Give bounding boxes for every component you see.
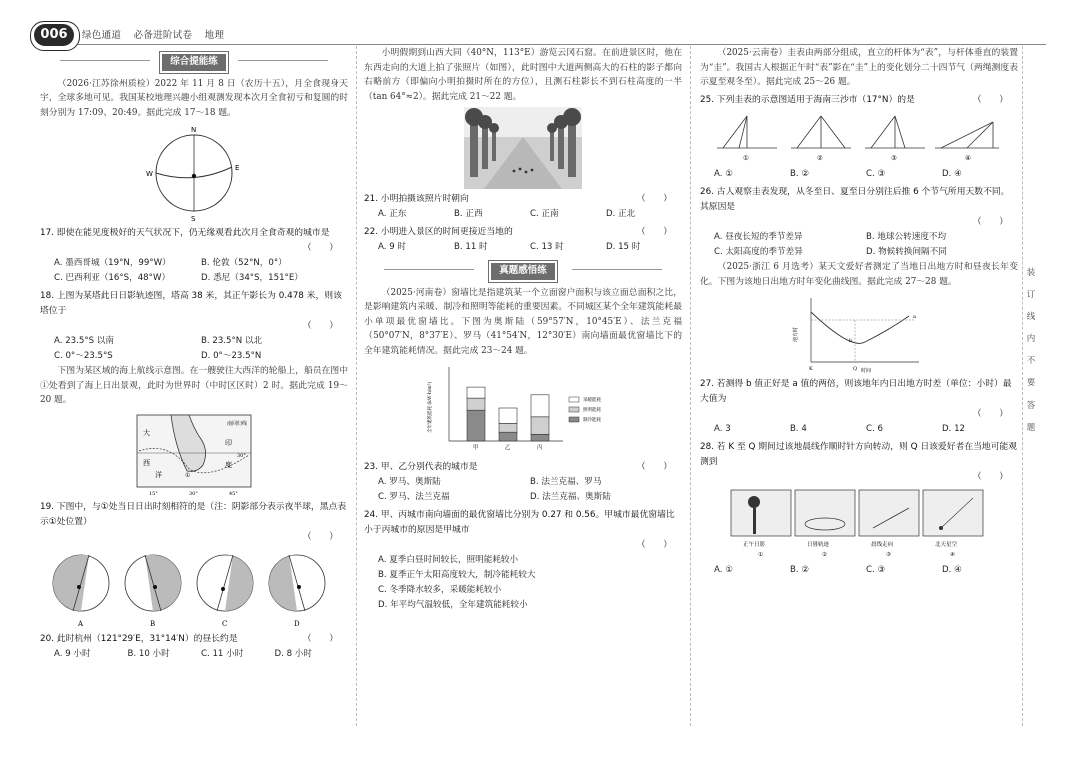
header-divider xyxy=(78,44,1046,45)
globe-a xyxy=(53,555,109,628)
binding-line xyxy=(1022,46,1023,726)
q28-panels xyxy=(729,488,989,560)
question-28: 28. 若 K 至 Q 期间过该地晨线作顺时针方向转动，则 Q 日该爱好者在当地可能观测到 （ ） xyxy=(700,442,1018,483)
svg-text:④: ④ xyxy=(950,552,955,559)
binding-char: 答 xyxy=(1026,400,1036,411)
option[interactable]: D. 物候转换间隔不同 xyxy=(866,247,947,258)
svg-text:③: ③ xyxy=(886,552,891,559)
bar-采暖能耗-丙 xyxy=(531,395,549,417)
column-2 xyxy=(364,46,682,613)
page-header xyxy=(34,24,1046,46)
svg-text:日晷轨迹: 日晷轨迹 xyxy=(807,542,830,549)
svg-text:K: K xyxy=(809,366,813,373)
svg-text:C: C xyxy=(222,620,228,629)
q20-options xyxy=(40,647,348,662)
intro-paragraph: （2025·云南卷）圭表由两部分组成，直立的杆体为“表”，与杆体垂直的装置为“圭”。我国古人根据正午时“表”影在“圭”上的变化划分二十四节气（两绳测度表示夏至观冬至）。据此完成 25～26 题。 xyxy=(700,48,1018,87)
option[interactable]: B. 10 小时 xyxy=(127,649,170,660)
route-label: 南回归线 xyxy=(227,420,248,427)
globe-b xyxy=(125,555,181,628)
svg-text:45°: 45° xyxy=(229,490,238,497)
option[interactable]: A. 昼夜长短的季节差异 xyxy=(714,232,803,243)
svg-text:①: ① xyxy=(743,154,749,163)
svg-text:④: ④ xyxy=(965,154,971,163)
option[interactable]: B. 地球公转速度不均 xyxy=(866,232,947,243)
option[interactable]: C. 罗马、法兰克福 xyxy=(378,492,450,503)
binding-char: 题 xyxy=(1026,422,1036,433)
option[interactable]: A. 9 小时 xyxy=(54,649,91,660)
option[interactable]: B. 法兰克福、罗马 xyxy=(530,477,602,488)
intro-paragraph: 下图为某区域的海上航线示意图。在一艘驶往大西洋的轮船上，船员在图中①处看到了海上日出景观，此时为世界时（中时区区时）2 时。据此完成 19～20 题。 xyxy=(40,366,348,406)
legend-label: 采暖能耗 xyxy=(583,398,601,404)
svg-text:大: 大 xyxy=(143,428,150,437)
binding-char: 订 xyxy=(1026,290,1036,301)
q28-options xyxy=(700,563,1018,578)
bar-制冷能耗-丙 xyxy=(531,435,549,442)
svg-text:Q: Q xyxy=(853,366,858,373)
binding-char: 内 xyxy=(1026,334,1036,345)
svg-text:正午日影: 正午日影 xyxy=(743,542,766,549)
svg-text:B: B xyxy=(150,620,156,629)
option[interactable]: D. 正北 xyxy=(606,208,636,219)
option[interactable]: C. ③ xyxy=(866,565,886,576)
svg-text:晨线走向: 晨线走向 xyxy=(871,542,894,549)
svg-text:度: 度 xyxy=(225,460,232,469)
category-label: 甲 xyxy=(473,445,479,452)
svg-text:①: ① xyxy=(758,552,763,559)
option[interactable]: A. 墨西哥城（19°N，99°W） xyxy=(54,258,171,269)
option[interactable]: B. 伦敦（52°N，0°） xyxy=(201,258,287,269)
north-label: N xyxy=(191,126,197,135)
intro-paragraph: （2025·浙江 6 月选考）某天文爱好者测定了当地日出地方时和昼夜长年变化。下图为该地日出地方时年变化曲线图。据此完成 27～28 题。 xyxy=(700,262,1018,287)
binding-char: 线 xyxy=(1026,312,1036,323)
question-22: 22. 小明进入景区的时间更接近当地的 （ ） xyxy=(364,226,672,237)
q19-globes xyxy=(49,547,339,629)
legend-swatch xyxy=(569,397,579,402)
binding-char: 装 xyxy=(1026,268,1036,278)
category-label: 乙 xyxy=(505,445,511,452)
y-axis-label: 全年建筑能耗 (kW·h/m²) xyxy=(428,381,433,434)
option[interactable]: C. 13 时 xyxy=(530,241,564,252)
option[interactable]: B. 夏季正午太阳高度较大，制冷能耗较大 xyxy=(378,570,536,581)
q25-options xyxy=(700,167,1018,182)
q21-options xyxy=(364,207,682,222)
category-label: 丙 xyxy=(537,445,543,452)
option[interactable]: A. 3 xyxy=(714,424,731,435)
binding-char: 不 xyxy=(1026,356,1036,367)
route-map xyxy=(129,411,259,497)
svg-text:30°: 30° xyxy=(189,490,198,497)
subject-name: 地理 xyxy=(204,30,225,41)
option[interactable]: C. 6 xyxy=(866,424,883,435)
option[interactable]: D. 法兰克福、奥斯陆 xyxy=(530,492,611,503)
question-17: 17. 即使在能见度极好的天气状况下，仍无缘观看此次月全食奇观的城市是 （ ） xyxy=(40,228,338,254)
column-divider xyxy=(356,46,357,726)
bar-采暖能耗-甲 xyxy=(467,387,485,398)
option[interactable]: A. 23.5°S 以南 xyxy=(54,336,114,347)
column-1 xyxy=(40,46,348,662)
svg-text:③: ③ xyxy=(891,154,897,163)
question-24: 24. 甲、丙城市南向墙面的最优窗墙比分别为 0.27 和 0.56。甲城市最优窗墙比小于丙城市的原因是甲城市 （ ） xyxy=(364,510,675,551)
svg-text:30°: 30° xyxy=(237,452,246,459)
option[interactable]: A. 正东 xyxy=(378,208,407,219)
legend-label: 照明能耗 xyxy=(583,408,601,414)
svg-text:洋: 洋 xyxy=(155,470,162,479)
legend-label: 制冷能耗 xyxy=(583,418,601,424)
gnomon-diagrams xyxy=(709,110,1009,164)
intro-paragraph: （2026·江苏徐州质检）2022 年 11 月 8 日（农历十五），月全食现身天宇，全球多地可见。我国某校地理兴趣小组观测发现本次月全食初亏和复圆的时刻分别为 17:09、20:49。据此完成 17～18 题。 xyxy=(40,78,348,118)
option[interactable]: D. 悉尼（34°S，151°E） xyxy=(201,273,303,284)
option[interactable]: B. 23.5°N 以北 xyxy=(201,336,263,347)
bar-采暖能耗-乙 xyxy=(499,408,517,423)
sunrise-time-curve xyxy=(789,292,929,374)
option[interactable]: C. 0°～23.5°S xyxy=(54,351,113,362)
binding-char: 要 xyxy=(1026,378,1036,389)
page-number: 006 xyxy=(34,24,74,46)
section-title: 真题感悟练 xyxy=(489,261,557,282)
option[interactable]: D. 0°～23.5°N xyxy=(201,351,262,362)
header-text xyxy=(82,29,233,44)
option[interactable]: D. 12 xyxy=(942,424,966,435)
sun-path-diagram xyxy=(144,123,244,223)
option[interactable]: A. 夏季白昼时间较长，照明能耗较小 xyxy=(378,555,519,566)
intro-paragraph: （2025·河南卷）窗墙比是指建筑某一个立面窗户面积与该立面总面积之比，是影响建筑内采暖、制冷和照明等能耗的重要因素。不同城区某个全年建筑能耗最小单项最优窗墙比。下图为奥斯陆（59°57′N，10°45′E）、法兰克福（50°07′N，8°37′E）、罗马（41°54′N，12°30′E）南向墙面最优窗墙比下的全年建筑能耗情况。据此完成 23～24 题。 xyxy=(364,287,682,356)
east-label: E xyxy=(235,164,240,173)
option[interactable]: C. 11 小时 xyxy=(201,649,244,660)
question-27: 27. 若测得 b 值正好是 a 值的两倍，则该地年内日出地方时差（单位：小时）最大值为 （ ） xyxy=(700,379,1012,420)
intro-paragraph: 小明假期到山西大同（40°N，113°E）游览云冈石窟。在前进景区时，他在东西走向的大道上拍了张照片（如图），此时图中大道两侧高大的石柱的影子都向右略前方（即偏向小明拍摄时所在的方位），且测石柱影长不到石柱高度的一半（tan 64°≈2）。据此完成 21～22 题。 xyxy=(364,48,682,102)
svg-text:②: ② xyxy=(822,552,827,559)
column-3 xyxy=(700,46,1018,578)
option[interactable]: A. 罗马、奥斯陆 xyxy=(378,477,441,488)
option[interactable]: D. ④ xyxy=(942,565,962,576)
svg-text:北天星空: 北天星空 xyxy=(935,542,958,549)
question-20: 20. 此时杭州（121°29′E，31°14′N）的昼长约是 （ ） xyxy=(40,634,338,645)
option[interactable]: A. 9 时 xyxy=(378,241,406,252)
svg-text:A: A xyxy=(78,620,84,629)
q22-options xyxy=(364,240,682,255)
section-title: 综合提能练 xyxy=(160,52,228,73)
option[interactable]: C. 冬季降水较多，采暖能耗较小 xyxy=(378,585,502,596)
q23-options xyxy=(364,475,682,505)
option[interactable]: B. 4 xyxy=(790,424,807,435)
legend-swatch xyxy=(569,417,579,422)
option[interactable]: B. ② xyxy=(790,169,810,180)
q24-options xyxy=(364,553,682,613)
svg-text:a: a xyxy=(913,314,916,321)
bar-照明能耗-乙 xyxy=(499,424,517,433)
globe-d xyxy=(269,555,325,628)
svg-text:印: 印 xyxy=(225,438,232,447)
option[interactable]: B. ② xyxy=(790,565,810,576)
svg-text:15°: 15° xyxy=(149,490,158,497)
svg-text:D: D xyxy=(294,620,300,629)
q18-options xyxy=(40,334,348,364)
energy-bar-chart xyxy=(423,361,623,457)
option[interactable]: D. 8 小时 xyxy=(274,649,312,660)
svg-text:b: b xyxy=(849,338,853,345)
question-19: 19. 下图中，与①处当日日出时刻相符的是（注：阴影部分表示夜半球，黑点表示①处位置） （ ） xyxy=(40,501,347,542)
option[interactable]: A. ① xyxy=(714,169,733,180)
question-25: 25. 下列圭表的示意图适用于海南三沙市（17°N）的是 （ ） xyxy=(700,94,1008,105)
option[interactable]: C. 正南 xyxy=(530,208,559,219)
bar-照明能耗-甲 xyxy=(467,398,485,410)
question-21: 21. 小明拍摄该照片时朝向 （ ） xyxy=(364,194,672,204)
q17-options xyxy=(40,256,348,286)
svg-text:西: 西 xyxy=(143,458,150,467)
column-divider xyxy=(690,46,691,726)
option[interactable]: B. 正西 xyxy=(454,208,483,219)
option[interactable]: D. ④ xyxy=(942,169,962,180)
point-1-label: ① xyxy=(185,471,191,479)
west-label: W xyxy=(146,170,153,179)
option[interactable]: B. 11 时 xyxy=(454,241,488,252)
svg-text:地方时: 地方时 xyxy=(793,327,799,343)
south-label: S xyxy=(191,215,196,224)
q27-options xyxy=(700,422,1018,437)
legend-swatch xyxy=(569,407,579,412)
series-name: 绿色通道 xyxy=(82,30,122,41)
option[interactable]: D. 15 时 xyxy=(606,241,641,252)
book-name: 必备进阶试卷 xyxy=(133,30,193,41)
option[interactable]: C. 巴西利亚（16°S，48°W） xyxy=(54,273,171,284)
option[interactable]: C. ③ xyxy=(866,169,886,180)
bar-制冷能耗-甲 xyxy=(467,410,485,441)
option[interactable]: A. ① xyxy=(714,565,733,576)
globe-c xyxy=(197,555,253,628)
question-26: 26. 古人观察圭表发现，从冬至日、夏至日分别往后推 6 个节气所用天数不同。其原因是 （ ） xyxy=(700,187,1010,228)
q26-options xyxy=(700,230,1018,260)
option[interactable]: C. 太阳高度的季节差异 xyxy=(714,247,803,258)
photo-avenue xyxy=(464,107,582,189)
bar-制冷能耗-乙 xyxy=(499,432,517,441)
bar-照明能耗-丙 xyxy=(531,417,549,435)
question-18: 18. 上图为某塔此日日影轨迹图，塔高 38 米，其正午影长为 0.478 米，则该塔位于 （ ） xyxy=(40,291,342,332)
svg-text:②: ② xyxy=(817,154,823,163)
svg-text:时间: 时间 xyxy=(861,368,872,375)
binding-notice xyxy=(1026,262,1036,439)
option[interactable]: D. 年平均气温较低，全年建筑能耗较小 xyxy=(378,600,528,611)
question-23: 23. 甲、乙分别代表的城市是 （ ） xyxy=(364,462,672,473)
